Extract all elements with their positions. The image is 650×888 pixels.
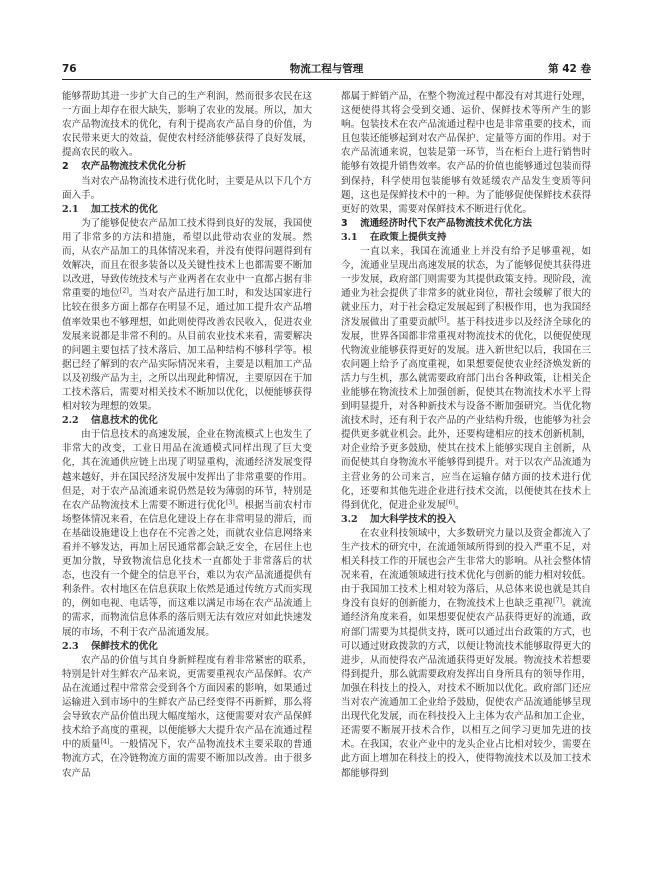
continued-paragraph: 能够帮助其进一步扩大自己的生产利润，然而很多农民在这一方面上却存在很大缺失，影响了农业的发展。所以，加大农产品物流技术的优化，有利于提高农产品自身的价值，为农民带来更大的效益，促使农村经济能够获得了良好发展，提高农民的收入。 <box>62 91 312 159</box>
subsection-heading <box>341 231 591 245</box>
citation-ref: [3] <box>225 499 235 507</box>
subsection-title: 保鲜技术的优化 <box>91 640 158 652</box>
paragraph <box>62 428 312 639</box>
page-number: 76 <box>62 63 77 75</box>
paragraph-text: 。根据当前农村市场整体情况来看，在信息化建设上存在非常明显的滞后，而在基础设施建设上也存在不完善之处，而就农业信息网络来看并不够发达，再加上居民通常都会缺乏安全，在居住上也更加分散，导致物流信息化技术一直都处于非常落后的状态，也没有一个健全的信息平台，难以为农产品流通提供有利条件。农村地区在信息获取上依然是通过传统方式而实现的，例如电视、电话等，而这难以满足市场在农产品流通上的需求，而物流信息体系的落后则无法有效应对如此快速发展的市场，不利于农产品流通发展。 <box>62 499 313 638</box>
continued-paragraph: 都属于鲜销产品，在整个物流过程中都没有对其进行处理，这便使得其将会受到交通、运价、保鲜技术等所产生的影响。包装技术在农产品流通过程中也是非常重要的技术，而且包装还能够起到对农产品保护、定量等方面的作用。对于农产品流通来说，包装是第一环节，当在柜台上进行销售时能够有效提升销售效率。农产品的价值也能够通过包装而得到保持，科学使用包装能够有效延缓农产品发生变质等问题，这也是保鲜技术中的一种。为了能够促使保鲜技术获得更好的效果，需要对保鲜技术不断进行优化。 <box>341 91 591 215</box>
section-title: 农产品物流技术优化分析 <box>81 161 187 173</box>
paragraph <box>341 245 591 513</box>
paragraph-text: 。 <box>454 499 465 511</box>
subsection-heading <box>341 513 591 527</box>
running-header <box>62 62 591 76</box>
paragraph-text: 在农业科技领域中，大多数研究力量以及资金都流入了生产技术的研究中，在流通领域所得到的投入严重不足，对相关科技工作的开展也会产生非常大的影响。从社会整体情况来看，在流通领域进行技术优化与创新的能力相对较低。由于我国加工技术上相对较为落后，从总体来说也就是其自身没有良好的创新能力，在物流技术上也缺乏重视 <box>341 527 591 610</box>
paragraph-text: 由于信息技术的高速发展，企业在物流模式上也发生了非常大的改变，工业日用品在流通模式同样出现了巨大变化，其在流通供应链上出现了明显重构，流通经济发展变得越来越好，并在国民经济发展中发挥出了非常重要的作用。但是，对于农产品流通来说仍然是较为薄弱的环节，特别是在农产品物流技术上需要不断进行优化 <box>62 429 312 511</box>
right-column <box>341 90 591 781</box>
paragraph-text: 农产品的价值与其自身新鲜程度有着非常紧密的联系，特别是针对生鲜农产品来说，更需要重视农产品保鲜。农产品在流通过程中常常会受到各个方面因素的影响，如果通过运输进入到市场中的生鲜农产品已经变得不再新鲜，那么将会导致农产品价值出现大幅度缩水，这便需要对农产品保鲜技术给予高度的重视，以便能够大大提升农产品在流通过程中的质量 <box>62 654 312 751</box>
subsection-number: 3.1 <box>341 231 358 243</box>
section-title: 流通经济时代下农产品物流技术优化方法 <box>360 217 532 229</box>
subsection-title: 信息技术的优化 <box>91 415 158 427</box>
section-number: 2 <box>62 161 69 173</box>
paragraph-text: 。基于科技进步以及经济全球化的发展，世界各国都非常重视对物流技术的优化，以便促使现代物流业能够获得更好的发展。进入新世纪以后，我国在三农问题上给予了高度重视，如果想要促使农业经济焕发新的活力与生机，那么就需要政府部门出台各种政策，让相关企业能够在物流技术上加强创新，促使其在物流技术水平上得到明显提升，对各种新技术与设备不断加强研究。当优化物流技术时，还有利于农产品的产业结构升级，也能够为社会提供更多就业机会。此外，还要构建相应的技术创新机制，对企业给予更多鼓励，使其在技术上能够实现自主创新，从而促使其自身物流水平能够得到提升。对于以农产品流通为主营业务的公司来言，应当在运输存储方面的技术进行优化，还要和其他先进企业进行技术交流，以便使其在技术上得到优化，促进企业发展 <box>341 316 592 511</box>
paragraph <box>62 654 312 781</box>
subsection-heading <box>62 203 312 217</box>
citation-ref: [6] <box>446 499 455 507</box>
volume-label: 第 42 卷 <box>548 63 591 75</box>
subsection-title: 在政策上提供支持 <box>370 231 447 243</box>
subsection-title: 加工技术的优化 <box>91 203 158 215</box>
subsection-heading <box>62 414 312 428</box>
section-heading <box>62 160 312 174</box>
subsection-number: 3.2 <box>341 513 358 525</box>
citation-ref: [7] <box>553 597 563 605</box>
subsection-number: 2.1 <box>62 203 79 215</box>
journal-title: 物流工程与管理 <box>289 63 364 75</box>
header-rule <box>62 79 591 80</box>
section-number: 3 <box>341 217 348 229</box>
paragraph-text: 。就流通经济角度来看，如果想要促使农产品获得更好的流通，政府部门需要为其提供支持，既可以通过出台政策的方式，也可以通过财政拨款的方式，以便让物流技术能够取得更大的进步，从而使得农产品流通获得更好发展。物流技术若想要得到提升，那么就需要政府发挥出自身所具有的领导作用，加强在科技上的投入，对技术不断加以优化。政府部门还应当对农产流通加工企业给予鼓励，促使农产品流通能够呈现出现代化发展，而在科技投入上主体为农产品和加工企业，还需要不断展开技术合作，以相互之间学习更加先进的技术。在我国，农业产业中的龙头企业占比相对较少，需要在此方面上增加在科技上的投入，使得物流技术以及加工技术都能够得到 <box>341 598 592 779</box>
subsection-heading <box>62 640 312 654</box>
paragraph-text: 。当对农产品进行加工时，和发达国家进行比较在很多方面上都存在明显不足，通过加工提升农产品增值率效果也不够理想，如此则使得改善农民收入，促进农业发展来说都是非常不利的。从目前农业技术来看，需要解决的问题主要包括了技术落后、加工品种结构不够科学等。根据已经了解到的农产品实际情况来看，主要是以粗加工产品以及初级产品为主，之所以出现此种情况，主要原因在于加工技术落后，需要对相关技术不断加以优化，以便能够获得相对较为理想的效果。 <box>62 288 312 413</box>
citation-ref: [2] <box>119 287 129 295</box>
paragraph-text: 。一般情况下，农产品物流技术主要采取的普通物流方式，在冷链物流方面的需要不断加以改善。由于很多农产品 <box>62 739 313 779</box>
citation-ref: [4] <box>100 738 110 746</box>
paragraph-text: 一直以来，我国在流通业上并没有给予足够重视，如今，流通业呈现出高速发展的状态，为了能够促使其获得进一步发展，政府部门则需要为其提供政策支持。现阶段，流通业为社会提供了非常多的就业岗位，帮社会缓解了很大的就业压力，对于社会稳定发展起到了积极作用，也为我国经济发展做出了重要贡献 <box>341 246 591 328</box>
paragraph <box>62 217 312 414</box>
paragraph-text: 为了能够促使农产品加工技术得到良好的发展，我国使用了非常多的方法和措施，希望以此带动农业的发展。然而，从农产品加工的具体情况来看，并没有使得问题得到有效解决，而且在很多装备以及关键性技术上也都需要不断加以改进，导致传统技术与产业两者在农业中一直都占据有非常重要的地位 <box>62 217 312 300</box>
subsection-number: 2.3 <box>62 640 79 652</box>
subsection-title: 加大科学技术的投入 <box>370 513 456 525</box>
left-column <box>62 90 312 781</box>
subsection-number: 2.2 <box>62 415 79 427</box>
paragraph <box>341 527 591 781</box>
citation-ref: [5] <box>437 315 447 323</box>
section-heading <box>341 217 591 231</box>
section-intro: 当对农产品物流技术进行优化时，主要是从以下几个方面入手。 <box>62 175 312 201</box>
